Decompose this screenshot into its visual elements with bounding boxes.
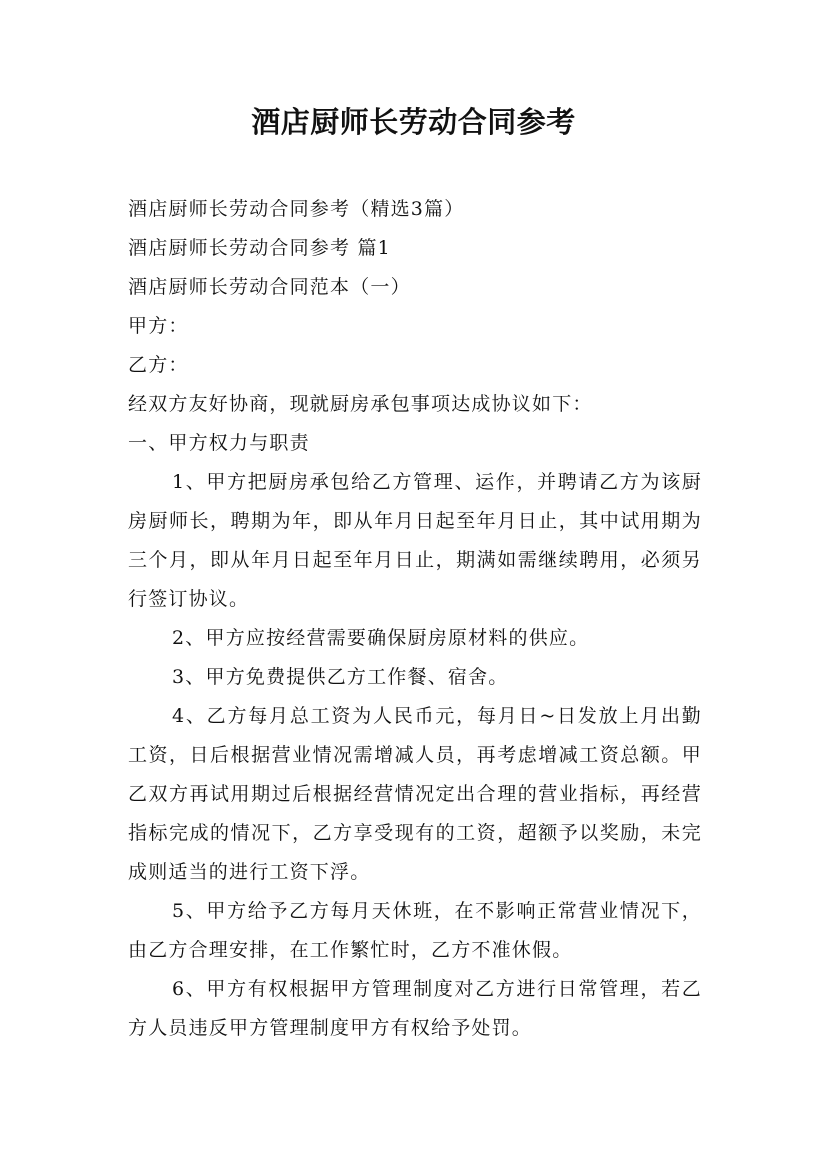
paragraph-clause-6: 6、甲方有权根据甲方管理制度对乙方进行日常管理，若乙方人员违反甲方管理制度甲方有权给予处罚。 <box>128 978 702 1039</box>
document-title: 酒店厨师长劳动合同参考 <box>251 105 576 139</box>
paragraph-agreement-intro: 经双方友好协商，现就厨房承包事项达成协议如下： <box>128 393 593 415</box>
paragraph-section-heading: 酒店厨师长劳动合同参考 篇1 <box>128 237 391 259</box>
paragraph-clause-5: 5、甲方给予乙方每月天休班，在不影响正常营业情况下，由乙方合理安排，在工作繁忙时，乙方不准休假。 <box>128 900 702 961</box>
paragraph-clause-1: 1、甲方把厨房承包给乙方管理、运作，并聘请乙方为该厨房厨师长，聘期为年，即从年月日起至年月日止，其中试用期为三个月，即从年月日起至年月日止，期满如需继续聘用，必须另行签订协议。 <box>128 471 702 610</box>
paragraph-clause-3: 3、甲方免费提供乙方工作餐、宿舍。 <box>172 666 509 688</box>
paragraph-clause-heading: 一、甲方权力与职责 <box>128 432 310 454</box>
paragraph-clause-4: 4、乙方每月总工资为人民币元，每月日~日发放上月出勤工资，日后根据营业情况需增减人员，再考虑增减工资总额。甲乙双方再试用期过后根据经营情况定出合理的营业指标，再经营指标完成的情况下，乙方享受现有的工资，超额予以奖励，未完成则适当的进行工资下浮。 <box>128 705 702 883</box>
paragraph-party-a: 甲方： <box>128 315 189 337</box>
paragraph-party-b: 乙方： <box>128 354 189 376</box>
paragraph-contract-title: 酒店厨师长劳动合同范本（一） <box>128 276 411 298</box>
document-body <box>128 190 702 1048</box>
paragraph-clause-2: 2、甲方应按经营需要确保厨房原材料的供应。 <box>172 627 590 649</box>
paragraph-subtitle: 酒店厨师长劳动合同参考（精选3篇） <box>128 198 465 220</box>
